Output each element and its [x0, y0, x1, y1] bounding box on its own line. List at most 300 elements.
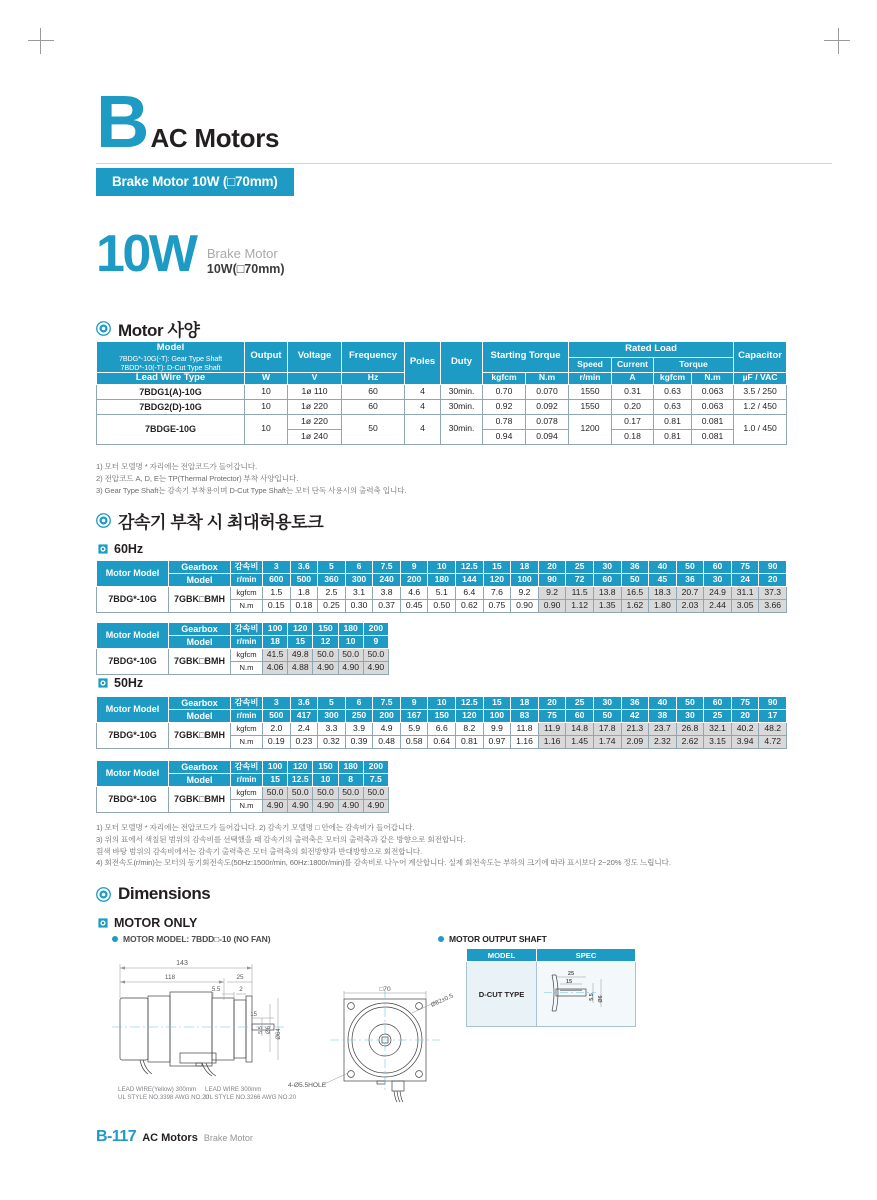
th-rpm-value: 100: [483, 710, 511, 723]
cell-kgfcm-value: 21.3: [621, 723, 649, 736]
cell-st-nm: 0.078: [526, 414, 569, 429]
subsection-motor-only-label: MOTOR ONLY: [114, 916, 198, 930]
cell-unit-kgfcm: kgfcm: [231, 587, 263, 600]
lead-wire-note-1: [118, 1086, 209, 1103]
cell-nm-value: 4.90: [288, 800, 313, 813]
section-gearbox-torque: [96, 508, 323, 533]
th-rpm-value: 38: [649, 710, 677, 723]
cell-nm-value: 3.94: [731, 736, 759, 749]
th-ratio-value: 25: [566, 561, 594, 574]
cell-capacitor: 1.0 / 450: [734, 414, 787, 444]
lead-wire-note-2-line2: UL STYLE NO.3266 AWG NO.20: [205, 1094, 297, 1102]
th-rpm-value: 10: [338, 636, 363, 649]
th-rpm-value: 180: [428, 574, 456, 587]
cell-st-kgfcm: 0.94: [483, 429, 526, 444]
cell-st-kgfcm: 0.70: [483, 384, 526, 399]
th-ratio: 감속비: [231, 697, 263, 710]
cell-kgfcm-value: 3.9: [345, 723, 373, 736]
cell-kgfcm-value: 4.6: [400, 587, 428, 600]
cell-nm-value: 4.90: [263, 800, 288, 813]
cell-kgfcm-value: 31.1: [731, 587, 759, 600]
th-rpm-value: 72: [566, 574, 594, 587]
cell-nm-value: 0.48: [373, 736, 401, 749]
th-rpm-value: 75: [538, 710, 566, 723]
th-ratio-value: 36: [621, 697, 649, 710]
cell-nm-value: 2.09: [621, 736, 649, 749]
th-rpm-value: 200: [400, 574, 428, 587]
table-row: [97, 574, 787, 587]
cell-kgfcm-value: 1.8: [290, 587, 318, 600]
th-gearbox-model-l2: Model: [169, 710, 231, 723]
th-rpm-value: 250: [345, 710, 373, 723]
th-ratio: 감속비: [231, 623, 263, 636]
th-model-sub1: 7BDG*-10G(-T): Gear Type Shaft: [118, 353, 223, 363]
cell-frequency: 60: [342, 384, 405, 399]
table-row: [467, 962, 636, 1027]
cell-unit-kgfcm: kgfcm: [231, 649, 263, 662]
dim-d82-label: Ø82±0.5: [429, 992, 455, 1009]
cell-kgfcm-value: 8.2: [456, 723, 484, 736]
th-rpm-value: 12.5: [288, 774, 313, 787]
th-capacitor: Capacitor: [734, 342, 787, 373]
header-divider: [96, 163, 832, 164]
th-ratio-value: 6: [345, 561, 373, 574]
cell-kgfcm-value: 50.0: [313, 787, 338, 800]
cell-motor-model: 7BDG*-10G: [97, 587, 169, 613]
th-rpm-value: 60: [593, 574, 621, 587]
gearbox-notes: [96, 822, 671, 869]
shaft-dim-25-label: 25: [567, 971, 575, 977]
gearbox-50hz-ext-table: [96, 760, 389, 813]
th-st-nm: N.m: [526, 372, 569, 384]
cell-unit-nm: N.m: [231, 800, 263, 813]
th-rpm-value: 36: [676, 574, 704, 587]
cell-voltage: 1ø 220: [288, 399, 342, 414]
subsection-motor-only: [98, 916, 197, 930]
cell-nm-value: 2.32: [649, 736, 677, 749]
th-ratio-value: 9: [400, 561, 428, 574]
footer-subtitle: Brake Motor: [203, 1133, 253, 1143]
cell-nm-value: 1.80: [649, 600, 677, 613]
dim-15-label: 15: [250, 1012, 257, 1018]
cell-nm-value: 0.81: [456, 736, 484, 749]
th-rpm-value: 200: [373, 710, 401, 723]
th-rpm-value: 600: [263, 574, 291, 587]
square-target-icon: [98, 544, 108, 554]
dim-25-label: 25: [236, 974, 244, 981]
cell-kgfcm-value: 2.5: [318, 587, 346, 600]
th-rated-load: Rated Load: [569, 342, 734, 358]
crop-mark: [838, 28, 839, 54]
th-rpm-value: 167: [400, 710, 428, 723]
cell-kgfcm-value: 4.9: [373, 723, 401, 736]
section-motor-spec-label: Motor 사양: [118, 321, 200, 340]
cell-torque-kgfcm: 0.81: [654, 414, 692, 429]
th-rpm-value: 7.5: [363, 774, 388, 787]
cell-torque-nm: 0.063: [692, 384, 734, 399]
th-output-unit: W: [245, 372, 288, 384]
th-shaft-model: MODEL: [467, 949, 537, 962]
lead-wire-note-2: [205, 1086, 296, 1103]
th-ratio-value: 100: [263, 623, 288, 636]
th-ratio-value: 200: [363, 623, 388, 636]
target-icon: [96, 887, 111, 902]
cell-nm-value: 0.25: [318, 600, 346, 613]
cell-kgfcm-value: 7.6: [483, 587, 511, 600]
cell-nm-value: 1.12: [566, 600, 594, 613]
cell-nm-value: 4.88: [288, 662, 313, 675]
th-st-kgfcm: kgfcm: [483, 372, 526, 384]
motor-spec-body: [97, 384, 787, 444]
th-ratio-value: 50: [676, 561, 704, 574]
gearbox-table-body: [97, 697, 787, 749]
cell-current: 0.31: [612, 384, 654, 399]
th-motor-model: Motor Model: [97, 697, 169, 723]
th-torque-nm: N.m: [692, 372, 734, 384]
cell-unit-nm: N.m: [231, 662, 263, 675]
cell-nm-value: 0.50: [428, 600, 456, 613]
th-frequency: Frequency: [342, 342, 405, 373]
note-line: 1) 모터 모델명 * 자리에는 전압코드가 들어갑니다. 2) 감속기 모델명 □ 안에는 감속비가 들어갑니다.: [96, 823, 415, 832]
cell-kgfcm-value: 50.0: [363, 649, 388, 662]
cell-model: 7BDGE-10G: [97, 414, 245, 444]
th-rpm-value: 30: [704, 574, 732, 587]
th-ratio-value: 5: [318, 697, 346, 710]
cell-nm-value: 0.19: [263, 736, 291, 749]
cell-motor-model: 7BDG*-10G: [97, 649, 169, 675]
th-rpm-value: 20: [759, 574, 787, 587]
cell-nm-value: 4.90: [313, 800, 338, 813]
cell-speed: 1550: [569, 399, 612, 414]
cell-nm-value: 0.15: [263, 600, 291, 613]
cell-nm-value: 3.15: [704, 736, 732, 749]
cell-model: 7BDG2(D)-10G: [97, 399, 245, 414]
cell-nm-value: 0.39: [345, 736, 373, 749]
shaft-dim-d6-label: Ø6: [598, 995, 604, 1003]
table-row: [467, 949, 636, 962]
th-rpm-value: 20: [731, 710, 759, 723]
cell-voltage: 1ø 240: [288, 429, 342, 444]
th-ratio-value: 200: [363, 761, 388, 774]
cell-kgfcm-value: 9.2: [511, 587, 539, 600]
cell-shaft-model: D-CUT TYPE: [467, 962, 537, 1027]
th-voltage-unit: V: [288, 372, 342, 384]
th-rpm-value: 50: [621, 574, 649, 587]
th-torque-kgfcm: kgfcm: [654, 372, 692, 384]
cell-kgfcm-value: 9.9: [483, 723, 511, 736]
cell-kgfcm-value: 11.8: [511, 723, 539, 736]
th-rpm: r/min: [231, 710, 263, 723]
cell-kgfcm-value: 37.3: [759, 587, 787, 600]
bullet-icon: [112, 936, 118, 942]
cell-unit-nm: N.m: [231, 600, 263, 613]
th-torque: Torque: [654, 358, 734, 373]
th-poles: Poles: [405, 342, 441, 385]
th-gearbox-model: Gearbox: [169, 761, 231, 774]
th-ratio-value: 12.5: [456, 561, 484, 574]
dim-143-label: 143: [176, 960, 188, 967]
th-rpm-value: 15: [263, 774, 288, 787]
th-ratio-value: 120: [288, 761, 313, 774]
th-ratio-value: 60: [704, 561, 732, 574]
table-row: [97, 384, 787, 399]
cell-kgfcm-value: 2.0: [263, 723, 291, 736]
lead-wire-note-1-line2: UL STYLE NO.3398 AWG NO.20: [118, 1094, 210, 1102]
cell-duty: 30min.: [441, 384, 483, 399]
th-rpm-value: 30: [676, 710, 704, 723]
cell-kgfcm-value: 3.1: [345, 587, 373, 600]
table-row: [97, 587, 787, 600]
table-row: [97, 723, 787, 736]
gearbox-60hz-main-table: [96, 560, 787, 613]
section-gearbox-torque-label: 감속기 부착 시 최대허용토크: [118, 513, 324, 532]
th-ratio-value: 3.6: [290, 697, 318, 710]
footer-page-number: B-117: [96, 1128, 137, 1145]
motor-model-note-label: MOTOR MODEL: 7BDD□-10 (NO FAN): [123, 934, 271, 944]
gearbox-table-body: [97, 561, 787, 613]
cell-kgfcm-value: 32.1: [704, 723, 732, 736]
th-current: Current: [612, 358, 654, 373]
th-rpm-value: 100: [511, 574, 539, 587]
th-gearbox-model-l2: Model: [169, 636, 231, 649]
th-rpm-value: 45: [649, 574, 677, 587]
cell-kgfcm-value: 26.8: [676, 723, 704, 736]
th-ratio-value: 150: [313, 623, 338, 636]
dim-118-label: 118: [164, 974, 176, 981]
note-line: 3) Gear Type Shaft는 감속기 부착용이며 D-Cut Type Shaft는 모터 단독 사용시의 출력축 입니다.: [96, 485, 407, 495]
cell-kgfcm-value: 9.2: [538, 587, 566, 600]
th-rpm: r/min: [231, 774, 263, 787]
footer-title: AC Motors: [142, 1132, 198, 1144]
dim-5p5-label: 5.5: [211, 986, 221, 993]
hole-note-label: 4-Ø5.5HOLE: [288, 1082, 327, 1089]
output-shaft-table: [466, 948, 636, 1027]
th-motor-model: Motor Model: [97, 561, 169, 587]
gearbox-table-body: [97, 761, 389, 813]
gearbox-50hz-main-table: [96, 696, 787, 749]
lead-wire-note-1-line1: LEAD WIRE(Yellow) 300mm: [118, 1086, 197, 1093]
th-starting-torque: Starting Torque: [483, 342, 569, 373]
th-rpm: r/min: [231, 574, 263, 587]
cell-nm-value: 0.23: [290, 736, 318, 749]
th-rpm-value: 18: [263, 636, 288, 649]
dim-5p5-shaft-label: 5.5: [258, 1026, 264, 1034]
th-gearbox-model-l2: Model: [169, 774, 231, 787]
note-line: 흰색 바탕 범위의 감속비에서는 감속기 출력축은 모터 출력축의 회전방향과 반대방향으로 회전합니다.: [96, 846, 422, 856]
cell-output: 10: [245, 399, 288, 414]
cell-kgfcm-value: 6.6: [428, 723, 456, 736]
table-row: [97, 697, 787, 710]
cell-kgfcm-value: 6.4: [456, 587, 484, 600]
cell-kgfcm-value: 17.8: [593, 723, 621, 736]
hero-model: 10W(□70mm): [206, 261, 285, 276]
crop-mark: [28, 40, 54, 41]
th-rpm-value: 42: [621, 710, 649, 723]
th-rpm-value: 417: [290, 710, 318, 723]
th-rpm-value: 12: [313, 636, 338, 649]
cell-output: 10: [245, 384, 288, 399]
th-ratio-value: 25: [566, 697, 594, 710]
subsection-50hz: [98, 676, 143, 690]
subsection-60hz-label: 60Hz: [114, 542, 144, 556]
cell-gearbox-model: 7GBK□BMH: [169, 787, 231, 813]
crop-mark: [824, 40, 850, 41]
table-row: [97, 399, 787, 414]
cell-current: 0.20: [612, 399, 654, 414]
th-rpm-value: 240: [373, 574, 401, 587]
cell-kgfcm-value: 49.8: [288, 649, 313, 662]
motor-model-note: [112, 934, 270, 944]
th-ratio-value: 18: [511, 697, 539, 710]
cell-st-nm: 0.070: [526, 384, 569, 399]
cell-nm-value: 4.90: [363, 662, 388, 675]
cell-nm-value: 0.30: [345, 600, 373, 613]
th-rpm-value: 9: [363, 636, 388, 649]
cell-voltage: 1ø 220: [288, 414, 342, 429]
cell-kgfcm-value: 24.9: [704, 587, 732, 600]
cell-torque-kgfcm: 0.81: [654, 429, 692, 444]
th-rpm-value: 25: [704, 710, 732, 723]
cell-nm-value: 1.35: [593, 600, 621, 613]
th-rpm-value: 50: [593, 710, 621, 723]
th-ratio-value: 30: [593, 697, 621, 710]
cell-motor-model: 7BDG*-10G: [97, 787, 169, 813]
cell-kgfcm-value: 50.0: [313, 649, 338, 662]
section-letter: B: [96, 80, 148, 163]
th-rpm-value: 144: [456, 574, 484, 587]
cell-kgfcm-value: 50.0: [288, 787, 313, 800]
th-rpm-value: 120: [483, 574, 511, 587]
cell-shaft-spec: [537, 962, 636, 1027]
cell-current: 0.18: [612, 429, 654, 444]
cell-kgfcm-value: 50.0: [363, 787, 388, 800]
th-frequency-unit: Hz: [342, 372, 405, 384]
th-ratio: 감속비: [231, 761, 263, 774]
th-motor-model: Motor Model: [97, 761, 169, 787]
shaft-dim-5p5-label: 5.5: [589, 993, 595, 1001]
cell-torque-nm: 0.081: [692, 414, 734, 429]
cell-kgfcm-value: 3.3: [318, 723, 346, 736]
cell-kgfcm-value: 5.9: [400, 723, 428, 736]
th-ratio-value: 30: [593, 561, 621, 574]
cell-unit-nm: N.m: [231, 736, 263, 749]
cell-nm-value: 0.90: [511, 600, 539, 613]
th-ratio-value: 7.5: [373, 697, 401, 710]
cell-output: 10: [245, 414, 288, 444]
cell-poles: 4: [405, 414, 441, 444]
th-ratio-value: 20: [538, 561, 566, 574]
cell-kgfcm-value: 2.4: [290, 723, 318, 736]
cell-nm-value: 3.05: [731, 600, 759, 613]
th-speed: Speed: [569, 358, 612, 373]
cell-st-nm: 0.094: [526, 429, 569, 444]
cell-gearbox-model: 7GBK□BMH: [169, 649, 231, 675]
th-rpm-value: 8: [338, 774, 363, 787]
cell-poles: 4: [405, 399, 441, 414]
cell-nm-value: 1.16: [511, 736, 539, 749]
cell-nm-value: 0.45: [400, 600, 428, 613]
cell-st-nm: 0.092: [526, 399, 569, 414]
th-rpm-value: 90: [538, 574, 566, 587]
th-ratio-value: 3: [263, 697, 291, 710]
th-rpm-value: 24: [731, 574, 759, 587]
cell-nm-value: 2.44: [704, 600, 732, 613]
cell-nm-value: 1.45: [566, 736, 594, 749]
shaft-dim-15-label: 15: [565, 979, 573, 985]
th-ratio-value: 75: [731, 561, 759, 574]
cell-gearbox-model: 7GBK□BMH: [169, 723, 231, 749]
square-target-icon: [98, 918, 108, 928]
motor-spec-notes: [96, 461, 406, 496]
cell-nm-value: 0.58: [400, 736, 428, 749]
cell-nm-value: 0.32: [318, 736, 346, 749]
hero-wattage: 10W: [96, 225, 196, 283]
th-ratio-value: 40: [649, 561, 677, 574]
th-ratio-value: 10: [428, 697, 456, 710]
section-motor-spec: [96, 316, 200, 341]
motor-output-shaft-label: MOTOR OUTPUT SHAFT: [449, 934, 547, 944]
page-footer: [96, 1128, 253, 1146]
cell-nm-value: 1.62: [621, 600, 649, 613]
th-ratio-value: 90: [759, 697, 787, 710]
th-rpm-value: 300: [345, 574, 373, 587]
crop-mark: [40, 28, 41, 54]
th-shaft-spec: SPEC: [537, 949, 636, 962]
cell-torque-nm: 0.081: [692, 429, 734, 444]
th-voltage: Voltage: [288, 342, 342, 373]
th-ratio-value: 3: [263, 561, 291, 574]
table-row: [97, 761, 389, 774]
cell-kgfcm-value: 41.5: [263, 649, 288, 662]
cell-nm-value: 0.18: [290, 600, 318, 613]
th-rpm-value: 500: [290, 574, 318, 587]
cell-duty: 30min.: [441, 399, 483, 414]
cell-kgfcm-value: 1.5: [263, 587, 291, 600]
cell-kgfcm-value: 3.8: [373, 587, 401, 600]
cell-kgfcm-value: 40.2: [731, 723, 759, 736]
gearbox-60hz-ext-table: [96, 622, 389, 675]
note-line: 4) 회전속도(r/min)는 모터의 동기회전속도(50Hz:1500r/min, 60Hz:1800r/min)를 감속비로 나누어 계산합니다. 실제 회전속도는 부하의 크기에 따라 표시보다 2~20% 정도 느립니다.: [96, 858, 671, 868]
cell-nm-value: 4.72: [759, 736, 787, 749]
note-line: 1) 모터 모델명 * 자리에는 전압코드가 들어갑니다.: [96, 462, 257, 471]
cell-nm-value: 2.62: [676, 736, 704, 749]
cell-nm-value: 2.03: [676, 600, 704, 613]
th-ratio-value: 15: [483, 561, 511, 574]
dim-d6-label: Ø6: [266, 1025, 272, 1035]
th-rpm: r/min: [231, 636, 263, 649]
th-ratio-value: 6: [345, 697, 373, 710]
th-rpm-value: 500: [263, 710, 291, 723]
th-model: [97, 342, 245, 373]
table-row: [97, 623, 389, 636]
cell-kgfcm-value: 50.0: [338, 649, 363, 662]
note-line: 2) 전압코드 A, D, E는 TP(Thermal Protector) 부착 사양입니다.: [96, 473, 299, 483]
th-rpm-value: 17: [759, 710, 787, 723]
cell-kgfcm-value: 13.8: [593, 587, 621, 600]
th-ratio-value: 9: [400, 697, 428, 710]
cell-kgfcm-value: 14.8: [566, 723, 594, 736]
cell-speed: 1200: [569, 414, 612, 444]
table-row: [97, 414, 787, 429]
hero-subtitle: Brake Motor: [206, 245, 278, 261]
subsection-60hz: [98, 542, 143, 556]
th-model-main: Model: [156, 342, 185, 353]
section-dimensions-label: Dimensions: [118, 884, 211, 903]
th-rpm-value: 300: [318, 710, 346, 723]
cell-nm-value: 0.62: [456, 600, 484, 613]
motor-output-shaft-note: [438, 934, 547, 944]
cell-torque-nm: 0.063: [692, 399, 734, 414]
